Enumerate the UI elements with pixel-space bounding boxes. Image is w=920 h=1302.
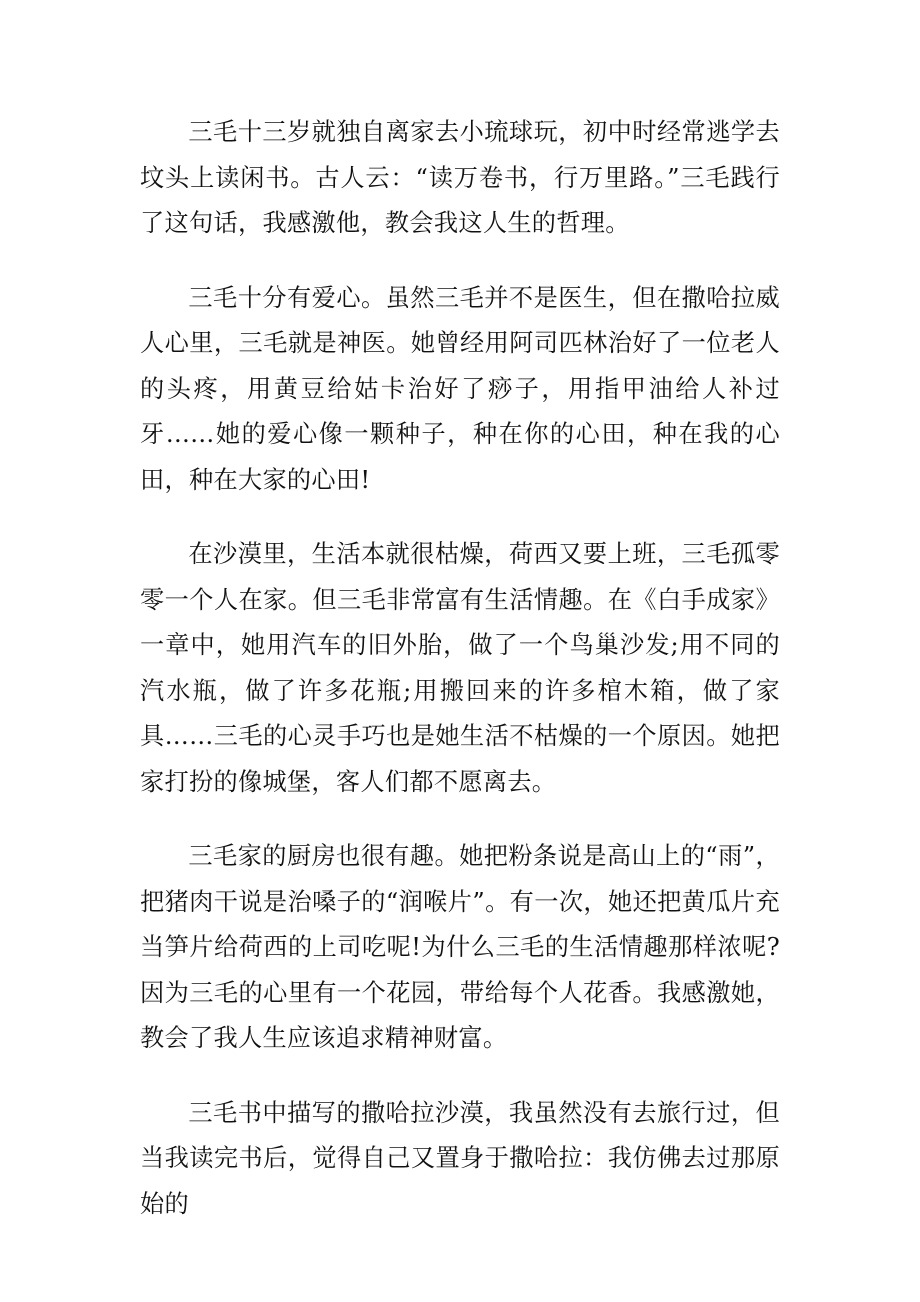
paragraph-2: 三毛十分有爱心。虽然三毛并不是医生，但在撒哈拉威人心里，三毛就是神医。她曾经用阿司匹林治好了一位老人的头疼，用黄豆给姑卡治好了痧子，用指甲油给人补过牙……她的爱心像一颗种子，种在你的心田，种在我的心田，种在大家的心田! (140, 283, 780, 494)
paragraph-3: 在沙漠里，生活本就很枯燥，荷西又要上班，三毛孤零零一个人在家。但三毛非常富有生活情趣。在《白手成家》一章中，她用汽车的旧外胎，做了一个鸟巢沙发;用不同的汽水瓶，做了许多花瓶;用搬回来的许多棺木箱，做了家具……三毛的心灵手巧也是她生活不枯燥的一个原因。她把家打扮的像城堡，客人们都不愿离去。 (140, 540, 780, 796)
paragraph-1: 三毛十三岁就独自离家去小琉球玩，初中时经常逃学去坟头上读闲书。古人云：“读万卷书，行万里路。”三毛践行了这句话，我感激他，教会我这人生的哲理。 (140, 118, 780, 237)
paragraph-5: 三毛书中描写的撒哈拉沙漠，我虽然没有去旅行过，但当我读完书后，觉得自己又置身于撒哈拉：我仿佛去过那原始的 (140, 1098, 780, 1218)
document-page (140, 110, 780, 1256)
paragraph-4: 三毛家的厨房也很有趣。她把粉条说是高山上的“雨”，把猪肉干说是治嗓子的“润喉片”。有一次，她还把黄瓜片充当笋片给荷西的上司吃呢!为什么三毛的生活情趣那样浓呢?因为三毛的心里有一个花园，带给每个人花香。我感激她，教会了我人生应该追求精神财富。 (140, 842, 780, 1052)
